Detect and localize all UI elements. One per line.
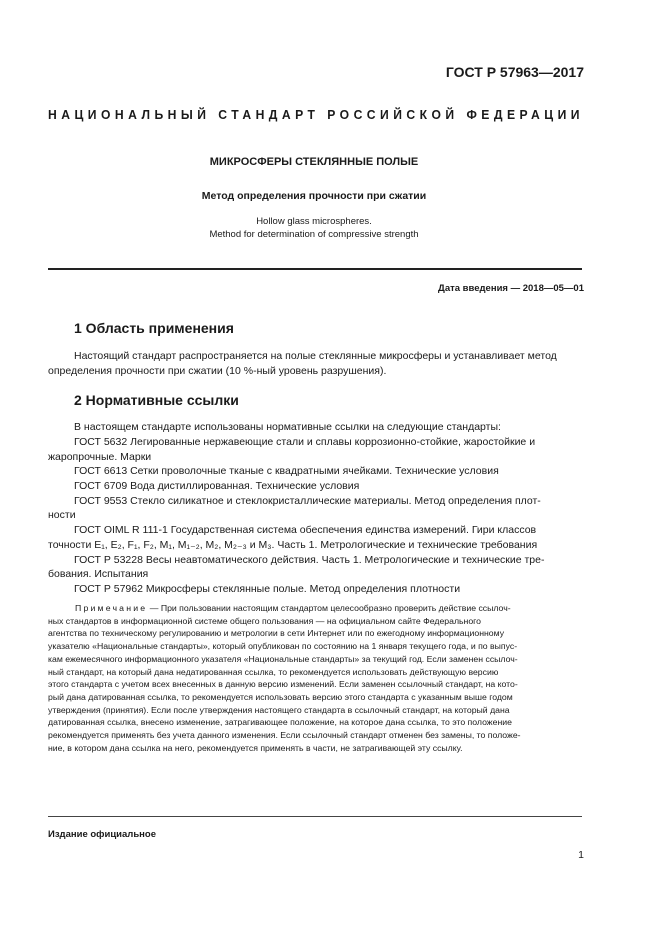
page-number: 1 [578,849,584,861]
note-line-10: датированная ссылка, внесено изменение, затрагивающее положение, на которое дана ссылка, то это положение [48,717,512,728]
note-label: Примечание [75,603,148,613]
reference-gost-9553-cont: ности [48,509,76,521]
title-divider [48,268,582,270]
reference-gost-6613: ГОСТ 6613 Сетки проволочные тканые с квадратными ячейками. Технические условия [74,465,499,477]
section-1-line-2: определения прочности при сжатии (10 %-ный уровень разрушения). [48,365,387,377]
note-line-8: рый дана датированная ссылка, то рекомендуется использовать версию этого стандарта с указанным выше годом [48,691,513,702]
footer-divider [48,816,582,817]
reference-gost-53228-cont: бования. Испытания [48,568,149,580]
note-line-6: ный стандарт, на который дана недатированная ссылка, то рекомендуется использовать действующую версию [48,666,499,677]
reference-gost-53228: ГОСТ Р 53228 Весы неавтоматического действия. Часть 1. Метрологические и технические тре- [74,554,545,566]
note-line-7: этого стандарта с учетом всех внесенных в данную версию изменений. Если заменен ссылочный стандарт, на кото- [48,679,518,690]
note-line-1: Примечание — При пользовании настоящим стандартом целесообразно проверить действие ссылоч- [75,603,511,613]
national-standard-line: НАЦИОНАЛЬНЫЙ СТАНДАРТ РОССИЙСКОЙ ФЕДЕРАЦИИ [48,108,584,122]
effective-date: Дата введения — 2018—05—01 [438,283,584,294]
reference-gost-5632: ГОСТ 5632 Легированные нержавеющие стали и сплавы коррозионно-стойкие, жаростойкие и [74,436,536,448]
reference-gost-9553: ГОСТ 9553 Стекло силикатное и стеклокристаллические материалы. Метод определения плот- [74,495,541,507]
english-title-line-1: Hollow glass microspheres. [256,216,372,227]
document-subtitle: Метод определения прочности при сжатии [201,190,427,202]
note-line-2: ных стандартов в информационной системе общего пользования — на официальном сайте Федерального [48,615,481,626]
section-1-line-1: Настоящий стандарт распространяется на полые стеклянные микросферы и устанавливает метод [74,350,557,362]
document-number: ГОСТ Р 57963—2017 [445,64,584,80]
note-line-9: утверждения (принятия). Если после утверждения настоящего стандарта в ссылочный стандарт, на который дана [48,704,510,715]
section-1-heading: 1 Область применения [74,320,234,336]
references-note [48,602,584,754]
reference-gost-5632-cont: жаропрочные. Марки [48,451,152,463]
official-edition-label: Издание официальное [48,829,156,840]
reference-gost-oiml-cont: точности E₁, E₂, F₁, F₂, M₁, M₁₋₂, M₂, M₂₋₃ и M₃. Часть 1. Метрологические и технические требования [48,539,538,551]
section-2-heading: 2 Нормативные ссылки [74,392,239,408]
reference-gost-6709: ГОСТ 6709 Вода дистиллированная. Технические условия [74,480,360,492]
note-line-5: кам ежемесячного информационного указателя «Национальные стандарты» за текущий год. Если заменен ссылоч- [48,653,518,664]
note-line-12: ние, в котором дана ссылка на него, рекомендуется применять в части, не затрагивающей эту ссылку. [48,742,463,753]
references-intro: В настоящем стандарте использованы нормативные ссылки на следующие стандарты: [74,421,501,433]
note-line-4: указателю «Национальные стандарты», который опубликован по состоянию на 1 января текущего года, и по выпус- [48,641,518,652]
reference-gost-oiml: ГОСТ OIML R 111-1 Государственная система обеспечения единства измерений. Гири классов [74,524,537,536]
note-line-3: агентства по техническому регулированию и метрологии в сети Интернет или по ежегодному информационному [48,628,505,639]
note-line-11: рекомендуется применять без учета данного изменения. Если ссылочный стандарт отменен без замены, то положе- [48,730,521,741]
english-title-line-2: Method for determination of compressive strength [209,229,419,240]
document-title: МИКРОСФЕРЫ СТЕКЛЯННЫЕ ПОЛЫЕ [209,156,419,168]
reference-gost-57962: ГОСТ Р 57962 Микросферы стеклянные полые. Метод определения плотности [74,583,461,595]
